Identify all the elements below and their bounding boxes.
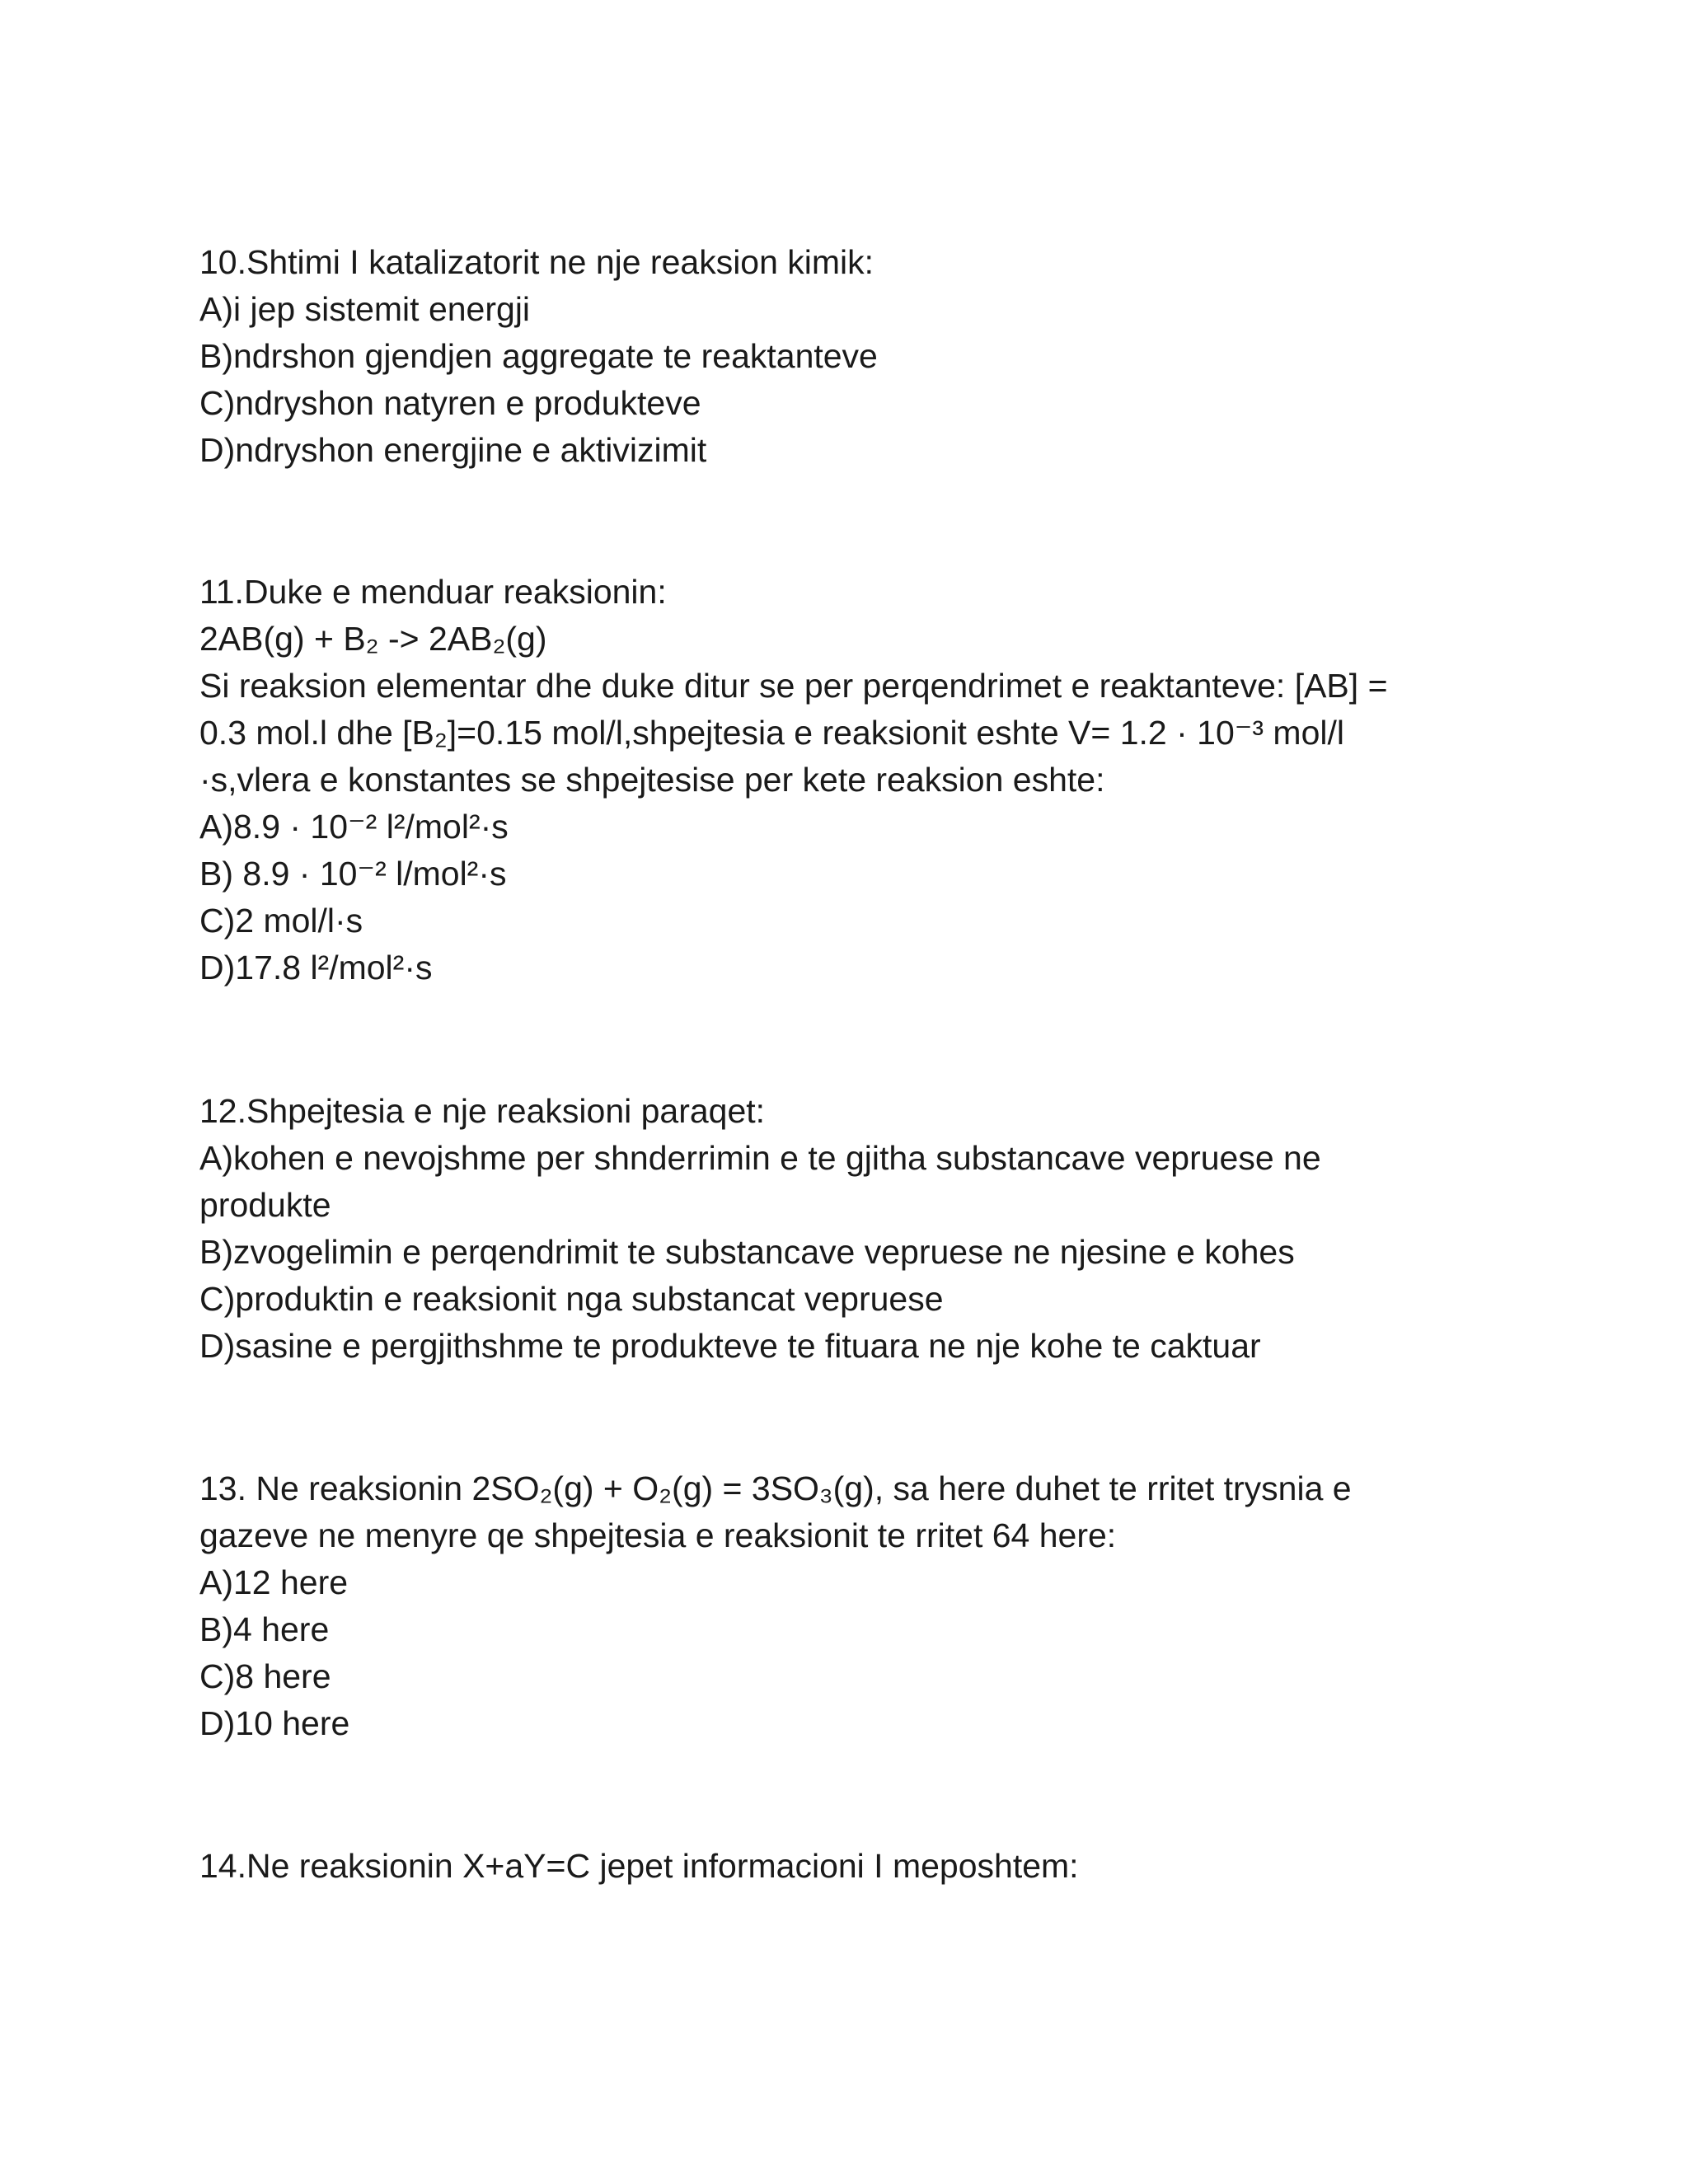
question-13-option-b: B)4 here <box>199 1610 330 1648</box>
question-11-text-line-2: 0.3 mol.l dhe [B₂]=0.15 mol/l,shpejtesia e reaksionit eshte V= 1.2 · 10⁻³ mol/l <box>199 714 1344 752</box>
question-12-option-b: B)zvogelimin e perqendrimit te substancave vepruese ne njesine e kohes <box>199 1233 1295 1271</box>
question-11-text-line-1: Si reaksion elementar dhe duke ditur se per perqendrimet e reaktanteve: [AB] = <box>199 667 1388 705</box>
question-11 <box>199 569 1388 991</box>
question-13 <box>199 1465 1352 1747</box>
question-12-option-c: C)produktin e reaksionit nga substancat vepruese <box>199 1280 944 1318</box>
question-12-option-a-continued: produkte <box>199 1186 331 1224</box>
question-11-stem: 11.Duke e menduar reaksionin: <box>199 573 667 611</box>
question-11-text-line-3: ·s,vlera e konstantes se shpejtesise per kete reaksion eshte: <box>199 761 1105 799</box>
question-12-option-d: D)sasine e pergjithshme te produkteve te fituara ne nje kohe te caktuar <box>199 1327 1261 1365</box>
question-12-stem: 12.Shpejtesia e nje reaksioni paraqet: <box>199 1092 766 1130</box>
question-10-option-c: C)ndryshon natyren e produkteve <box>199 384 701 422</box>
question-13-stem-line-2: gazeve ne menyre qe shpejtesia e reaksionit te rritet 64 here: <box>199 1516 1117 1554</box>
question-13-option-d: D)10 here <box>199 1704 350 1742</box>
question-13-option-a: A)12 here <box>199 1563 349 1601</box>
question-11-equation: 2AB(g) + B₂ -> 2AB₂(g) <box>199 620 547 658</box>
question-11-option-b: B) 8.9 · 10⁻² l/mol²·s <box>199 855 507 893</box>
question-10-option-a: A)i jep sistemit energji <box>199 290 531 328</box>
question-13-stem-line-1: 13. Ne reaksionin 2SO₂(g) + O₂(g) = 3SO₃(g), sa here duhet te rritet trysnia e <box>199 1469 1352 1507</box>
question-13-option-c: C)8 here <box>199 1657 331 1695</box>
question-14-stem: 14.Ne reaksionin X+aY=C jepet informacioni I meposhtem: <box>199 1847 1079 1885</box>
question-10-option-b: B)ndrshon gjendjen aggregate te reaktanteve <box>199 337 878 375</box>
question-10-option-d: D)ndryshon energjine e aktivizimit <box>199 431 707 469</box>
question-14 <box>199 1843 1079 1890</box>
question-10 <box>199 239 878 474</box>
question-12-option-a: A)kohen e nevojshme per shnderrimin e te gjitha substancave vepruese ne <box>199 1139 1321 1177</box>
question-11-option-a: A)8.9 · 10⁻² l²/mol²·s <box>199 808 509 846</box>
question-12 <box>199 1088 1321 1370</box>
question-10-stem: 10.Shtimi I katalizatorit ne nje reaksion kimik: <box>199 243 874 281</box>
question-11-option-d: D)17.8 l²/mol²·s <box>199 949 433 987</box>
question-11-option-c: C)2 mol/l·s <box>199 902 363 940</box>
